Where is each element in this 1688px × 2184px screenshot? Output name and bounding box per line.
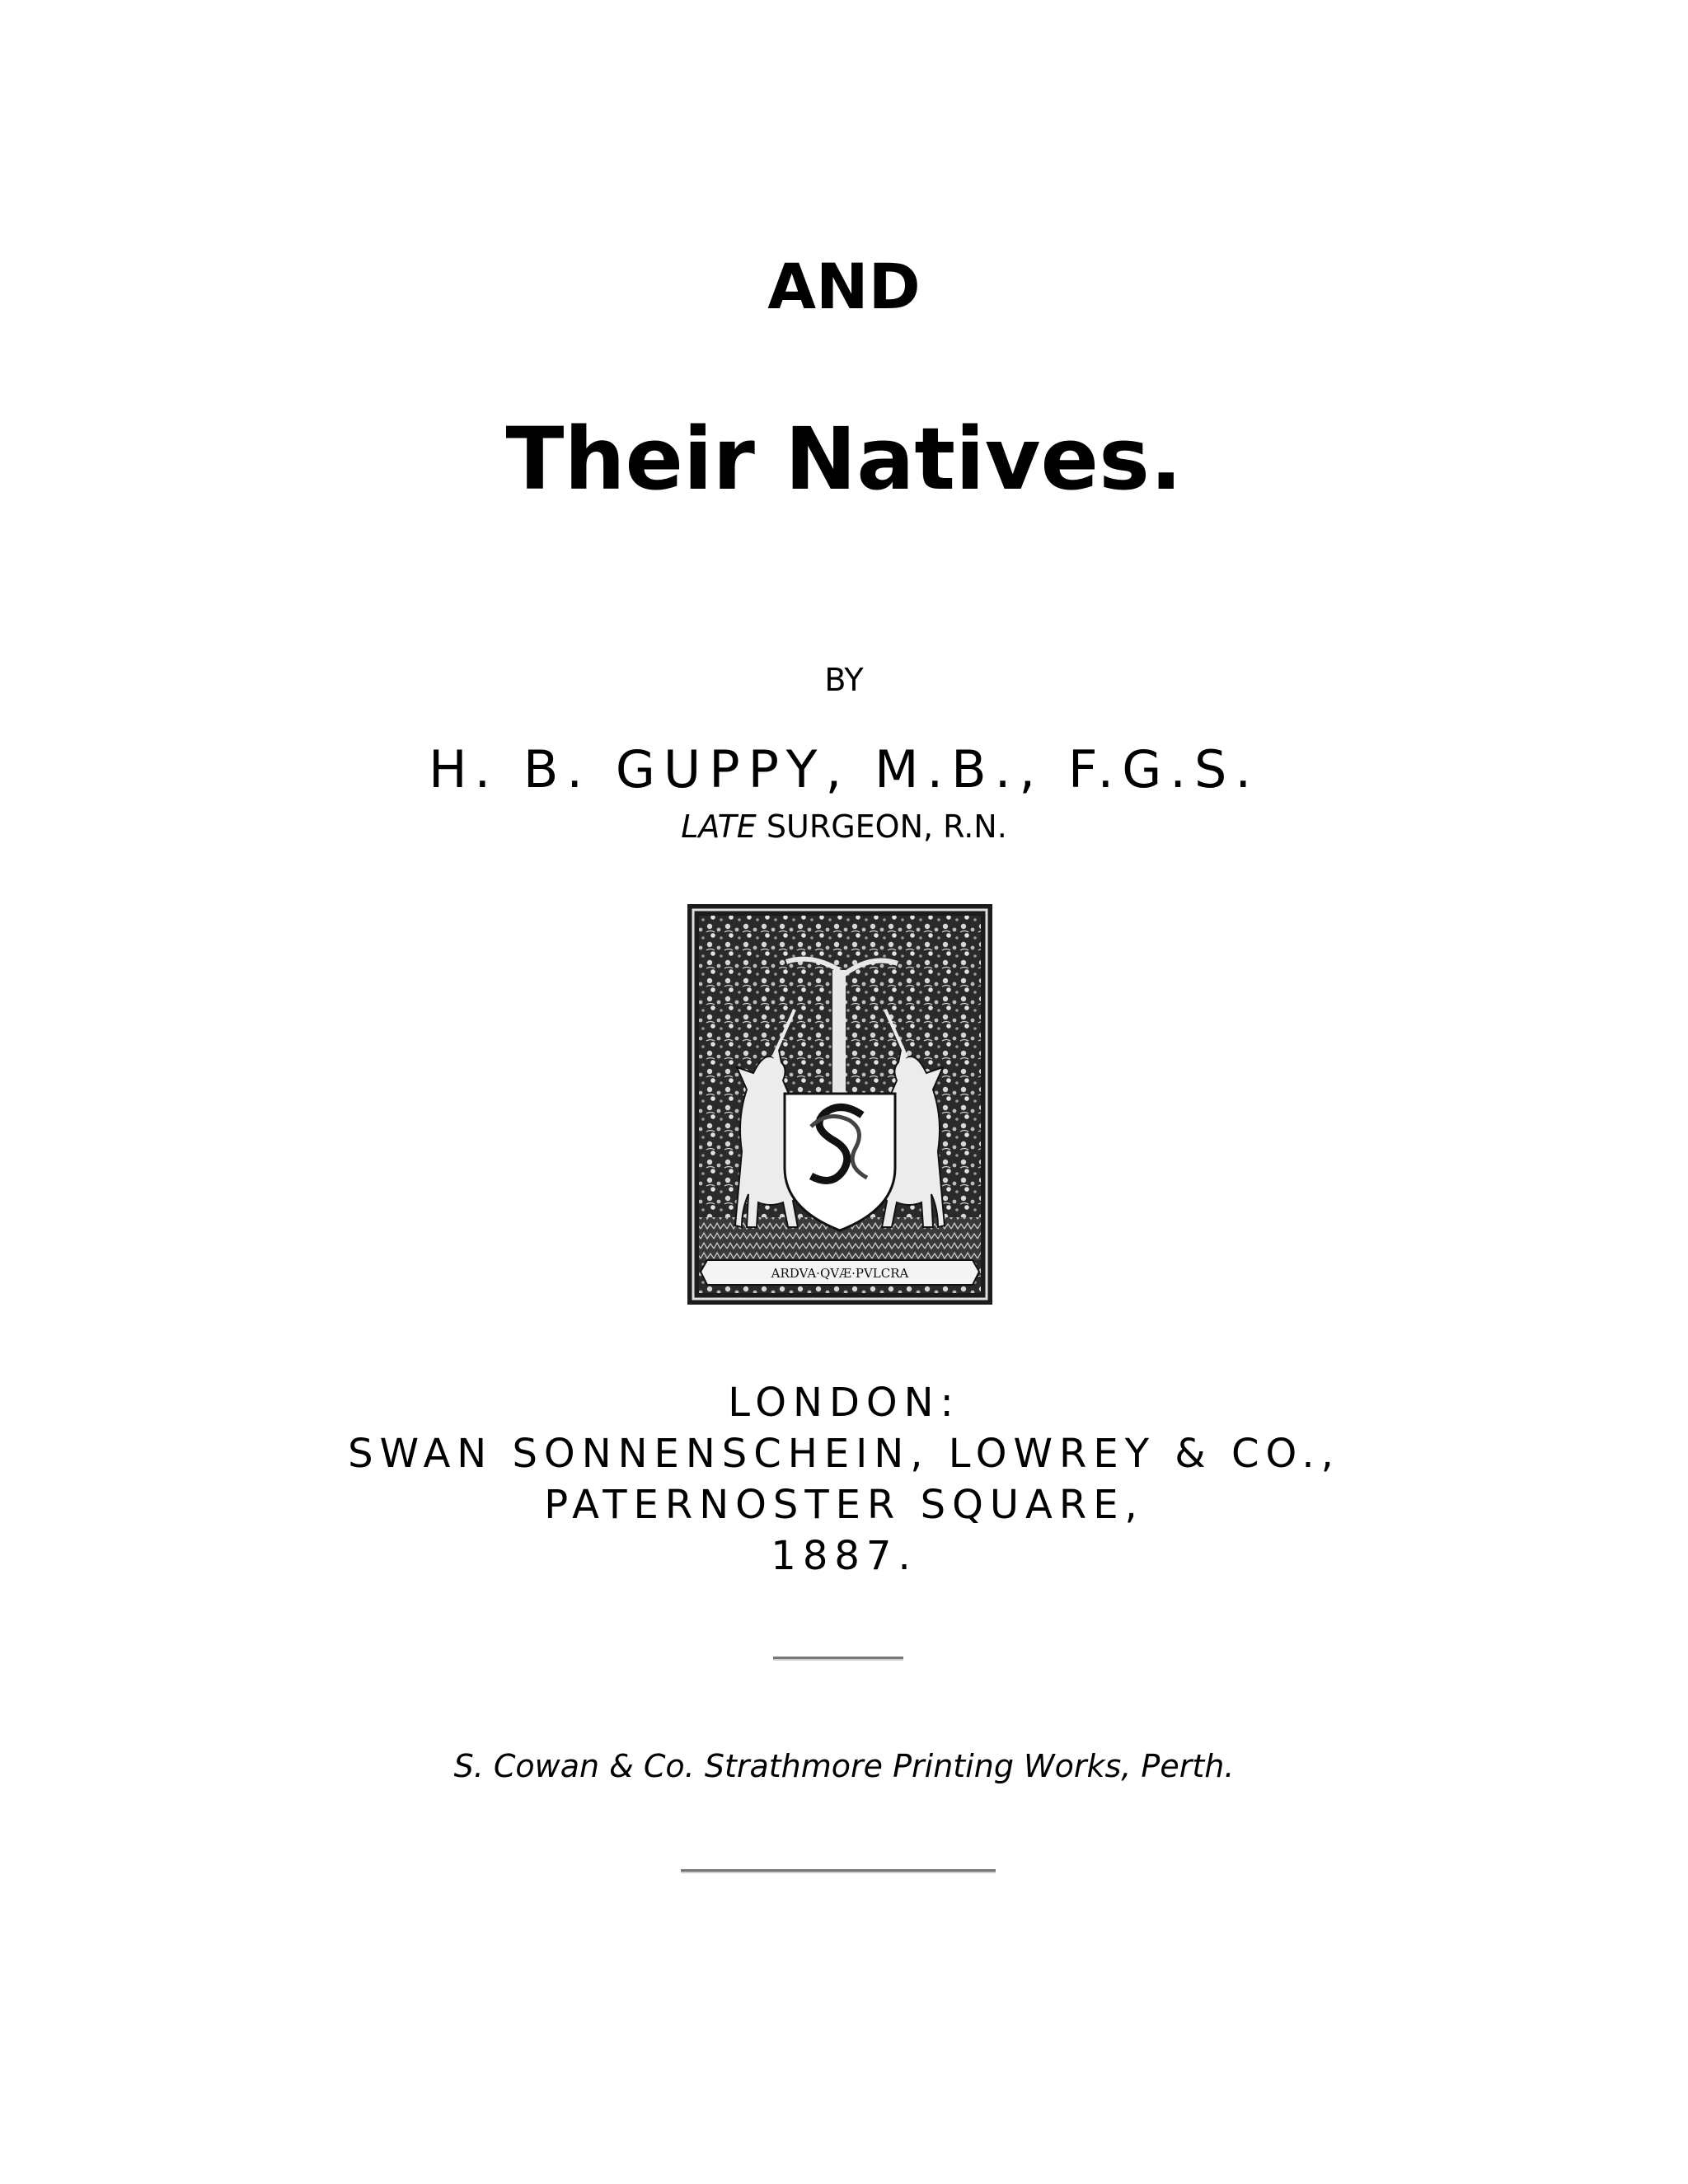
title-line-and: AND bbox=[767, 250, 921, 323]
publisher-device-image bbox=[687, 904, 992, 1305]
author-role bbox=[0, 806, 1688, 847]
author-name: H. B. GUPPY, M.B., F.G.S. bbox=[428, 739, 1260, 799]
title-line-main: Their Natives. bbox=[505, 409, 1183, 509]
author-role-rest: SURGEON, R.N. bbox=[756, 808, 1007, 845]
publisher-name: SWAN SONNENSCHEIN, LOWREY & CO., bbox=[348, 1431, 1340, 1477]
publication-year: 1887. bbox=[771, 1533, 917, 1579]
publisher-city: LONDON: bbox=[728, 1380, 960, 1426]
printer-imprint: S. Cowan & Co. Strathmore Printing Works, Perth. bbox=[453, 1748, 1235, 1784]
author-role-italic: LATE bbox=[681, 808, 757, 845]
device-motto: ARDVA·QVÆ·PVLCRA bbox=[771, 1266, 909, 1281]
by-label: BY bbox=[824, 662, 864, 698]
divider-rule-long bbox=[681, 1869, 996, 1872]
divider-rule-short bbox=[773, 1657, 903, 1659]
publisher-address: PATERNOSTER SQUARE, bbox=[544, 1482, 1144, 1528]
